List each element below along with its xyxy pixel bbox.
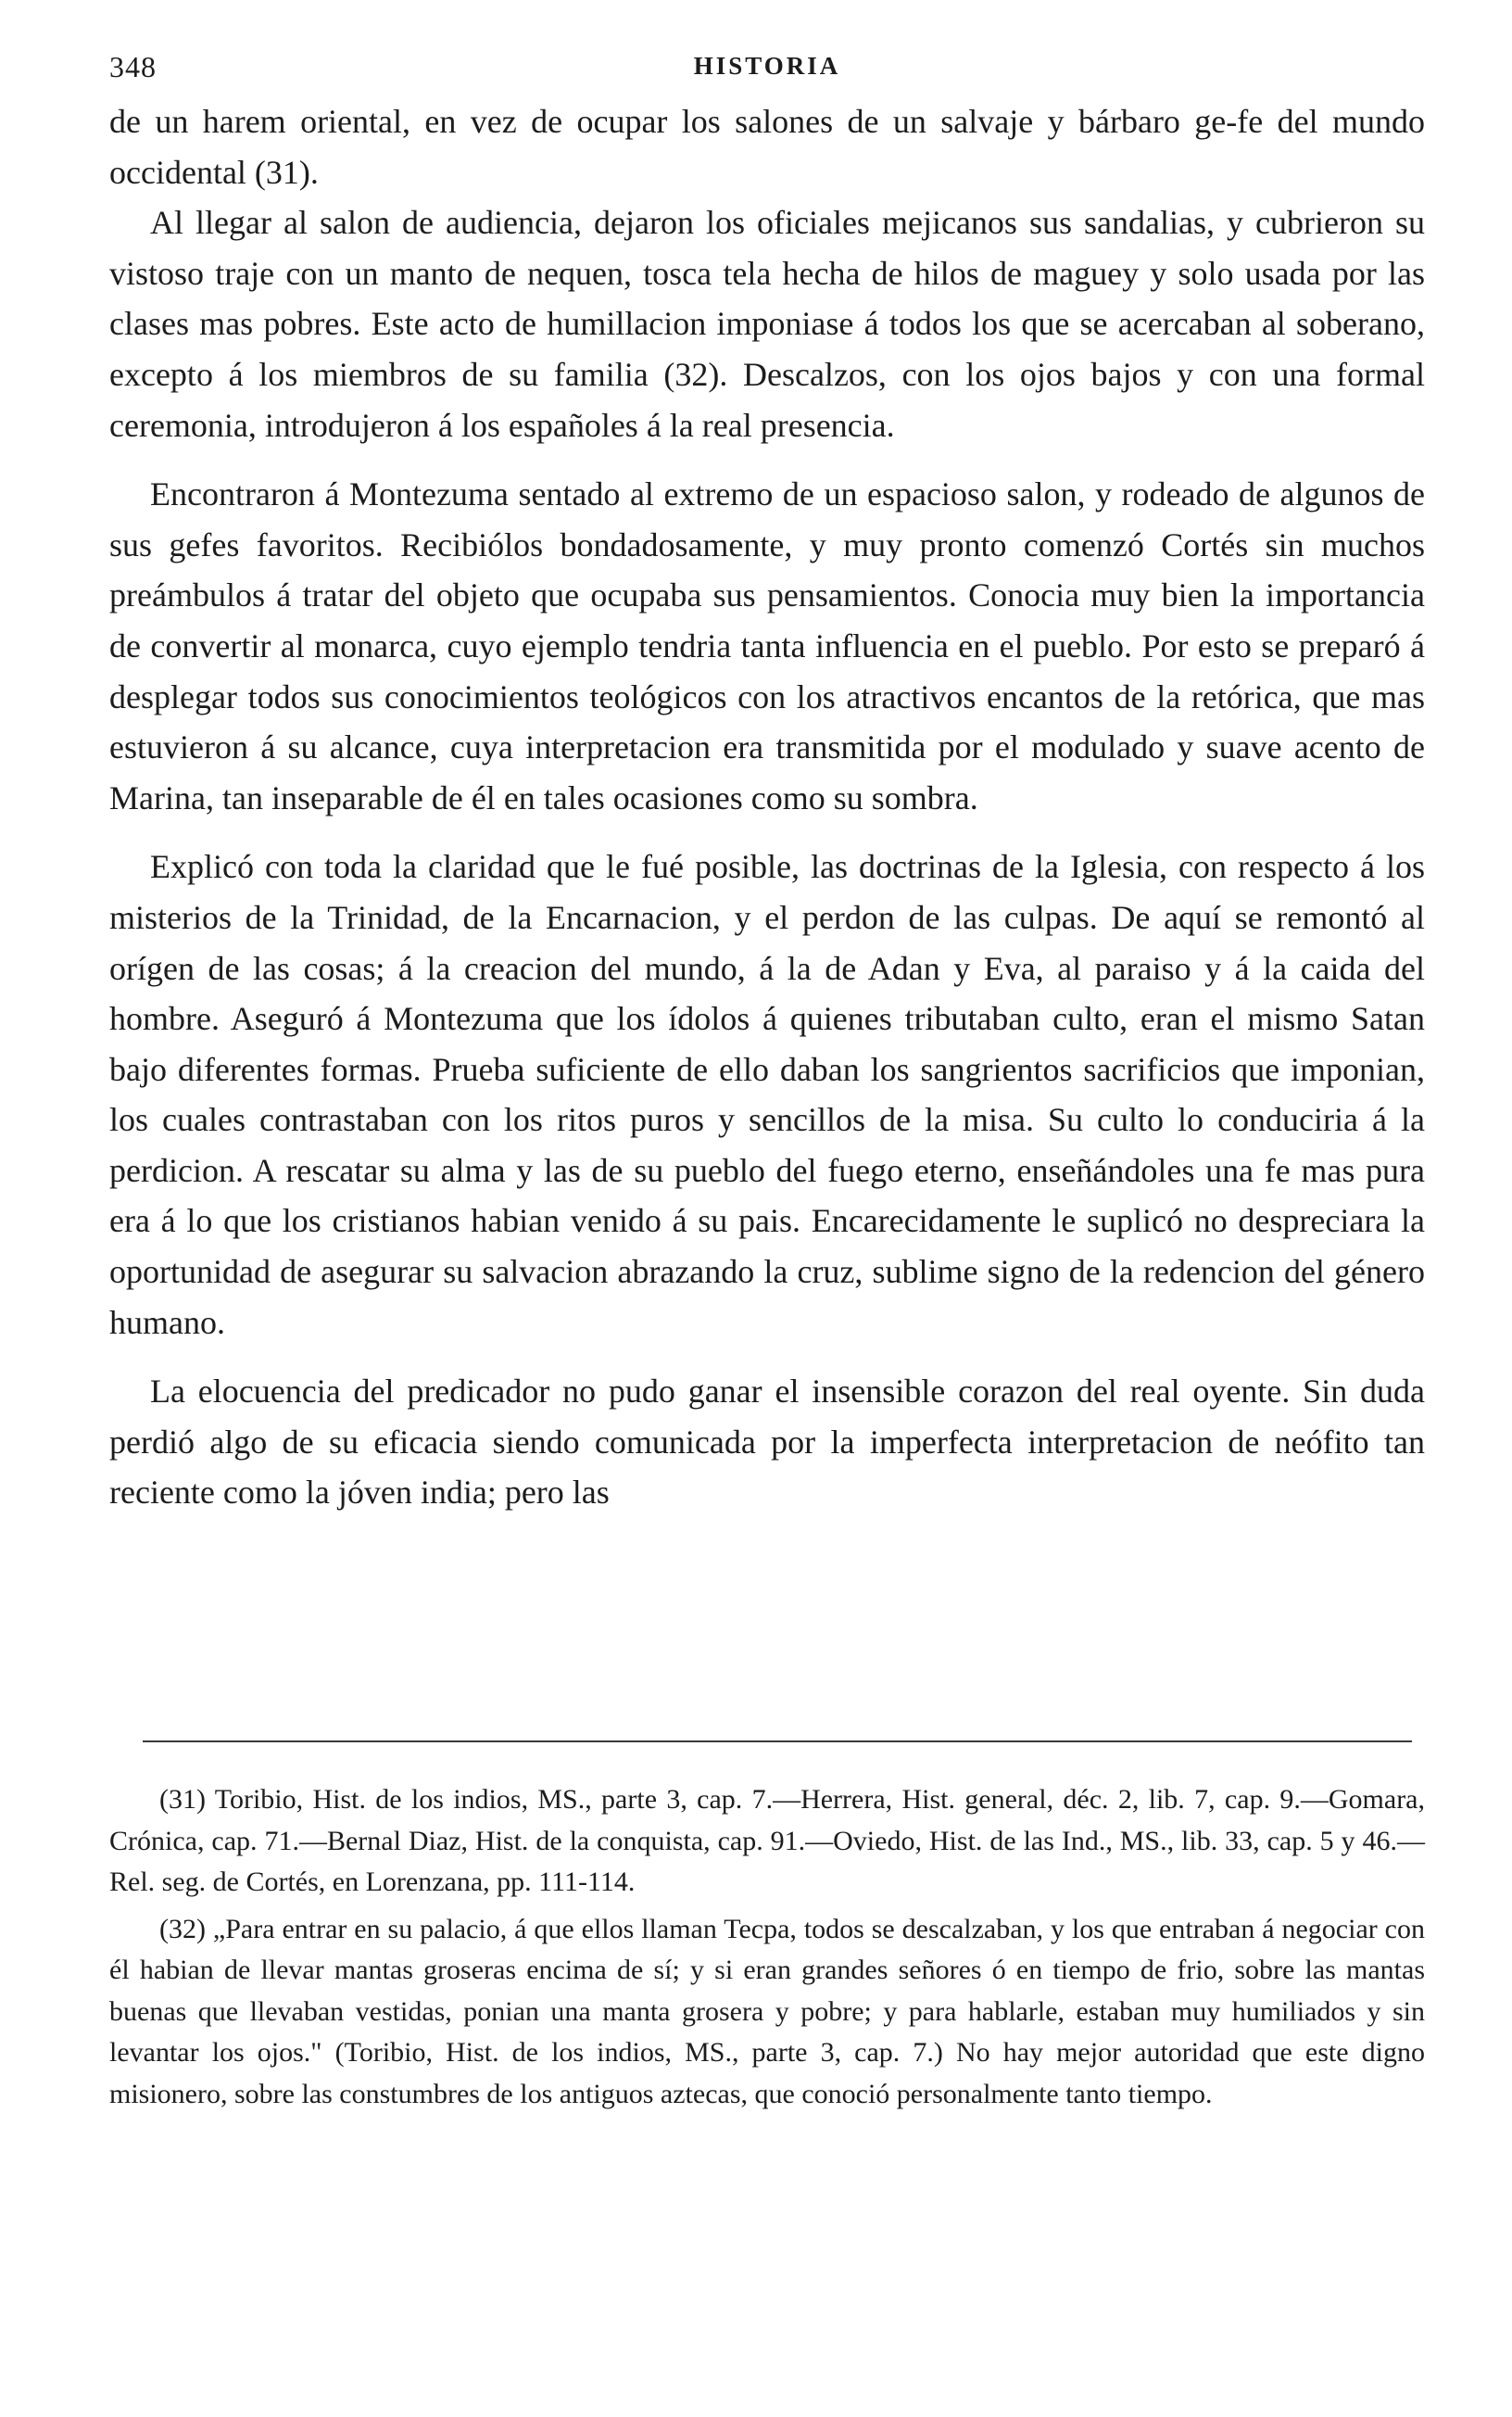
paragraph-audience-hall: Al llegar al salon de audiencia, dejaron los oficiales mejicanos sus sandalias, y cubrieron su vistoso traje con un manto de nequen, tosca tela hecha de hilos de maguey y solo usada por las clases mas pobres. Este acto de humillacion imponiase á todos los que se acercaban al soberano, excepto á los miembros de su familia (32). Descalzos, con los ojos bajos y con una formal ceremonia, introdujeron á los españoles á la real presencia. [109, 204, 1425, 444]
footnote-31: (31) Toribio, Hist. de los indios, MS., parte 3, cap. 7.—Herrera, Hist. general, déc. 2, lib. 7, cap. 9.—Gomara, Crónica, cap. 71.—Bernal Diaz, Hist. de la conquista, cap. 91.—Oviedo, Hist. de las Ind., MS., lib. 33, cap. 5 y 46.—Rel. seg. de Cortés, en Lorenzana, pp. 111-114. [109, 1784, 1425, 1897]
footnotes [109, 1779, 1425, 2115]
page-header [109, 50, 1425, 87]
paragraph-doctrines: Explicó con toda la claridad que le fué posible, las doctrinas de la Iglesia, con respecto á los misterios de la Trinidad, de la Encarnacion, y el perdon de las culpas. De aquí se remontó al orígen de las cosas; á la creacion del mundo, á la de Adan y Eva, al paraiso y á la caida del hombre. Aseguró á Montezuma que los ídolos á quienes tributaban culto, eran el mismo Satan bajo diferentes formas. Prueba suficiente de ello daban los sangrientos sacrificios que imponian, los cuales contrastaban con los ritos puros y sencillos de la misa. Su culto lo conduciria á la perdicion. A rescatar su alma y las de su pueblo del fuego eterno, enseñándoles una fe mas pura era á lo que los cristianos habian venido á su pais. Encarecidamente le suplicó no despreciara la oportunidad de asegurar su salvacion abrazando la cruz, sublime signo de la redencion del género humano. [109, 848, 1425, 1341]
running-head: HISTORIA [693, 52, 841, 80]
footnote-separator [143, 1740, 1412, 1742]
main-text [109, 96, 1425, 1518]
paragraph-montezuma-seated: Encontraron á Montezuma sentado al extremo de un espacioso salon, y rodeado de algunos de sus gefes favoritos. Recibiólos bondadosamente, y muy pronto comenzó Cortés sin muchos preámbulos á tratar del objeto que ocupaba sus pensamientos. Conocia muy bien la importancia de convertir al monarca, cuyo ejemplo tendria tanta influencia en el pueblo. Por esto se preparó á desplegar todos sus conocimientos teológicos con los atractivos encantos de la retórica, que mas estuvieron á su alcance, cuya interpretacion era transmitida por el modulado y suave acento de Marina, tan inseparable de él en tales ocasiones como su sombra. [109, 475, 1425, 816]
footnote-32: (32) „Para entrar en su palacio, á que ellos llaman Tecpa, todos se descalzaban, y los que entraban á negociar con él habian de llevar mantas groseras encima de sí; y si eran grandes señores ó en tiempo de frio, sobre las mantas buenas que llevaban vestidas, ponian una manta grosera y pobre; y para hablarle, estaban muy humiliados y sin levantar los ojos." (Toribio, Hist. de los indios, MS., parte 3, cap. 7.) No hay mejor autoridad que este digno misionero, sobre las constumbres de los antiguos aztecas, que conoció personalmente tanto tiempo. [109, 1913, 1425, 2109]
paragraph-continued: de un harem oriental, en vez de ocupar los salones de un salvaje y bárbaro ge-fe del mundo occidental (31). [109, 103, 1425, 191]
paragraph-eloquence: La elocuencia del predicador no pudo ganar el insensible corazon del real oyente. Sin duda perdió algo de su eficacia siendo comunicada por la imperfecta interpretacion de neófito tan reciente como la jóven india; pero las [109, 1373, 1425, 1512]
page-number: 348 [109, 50, 157, 83]
